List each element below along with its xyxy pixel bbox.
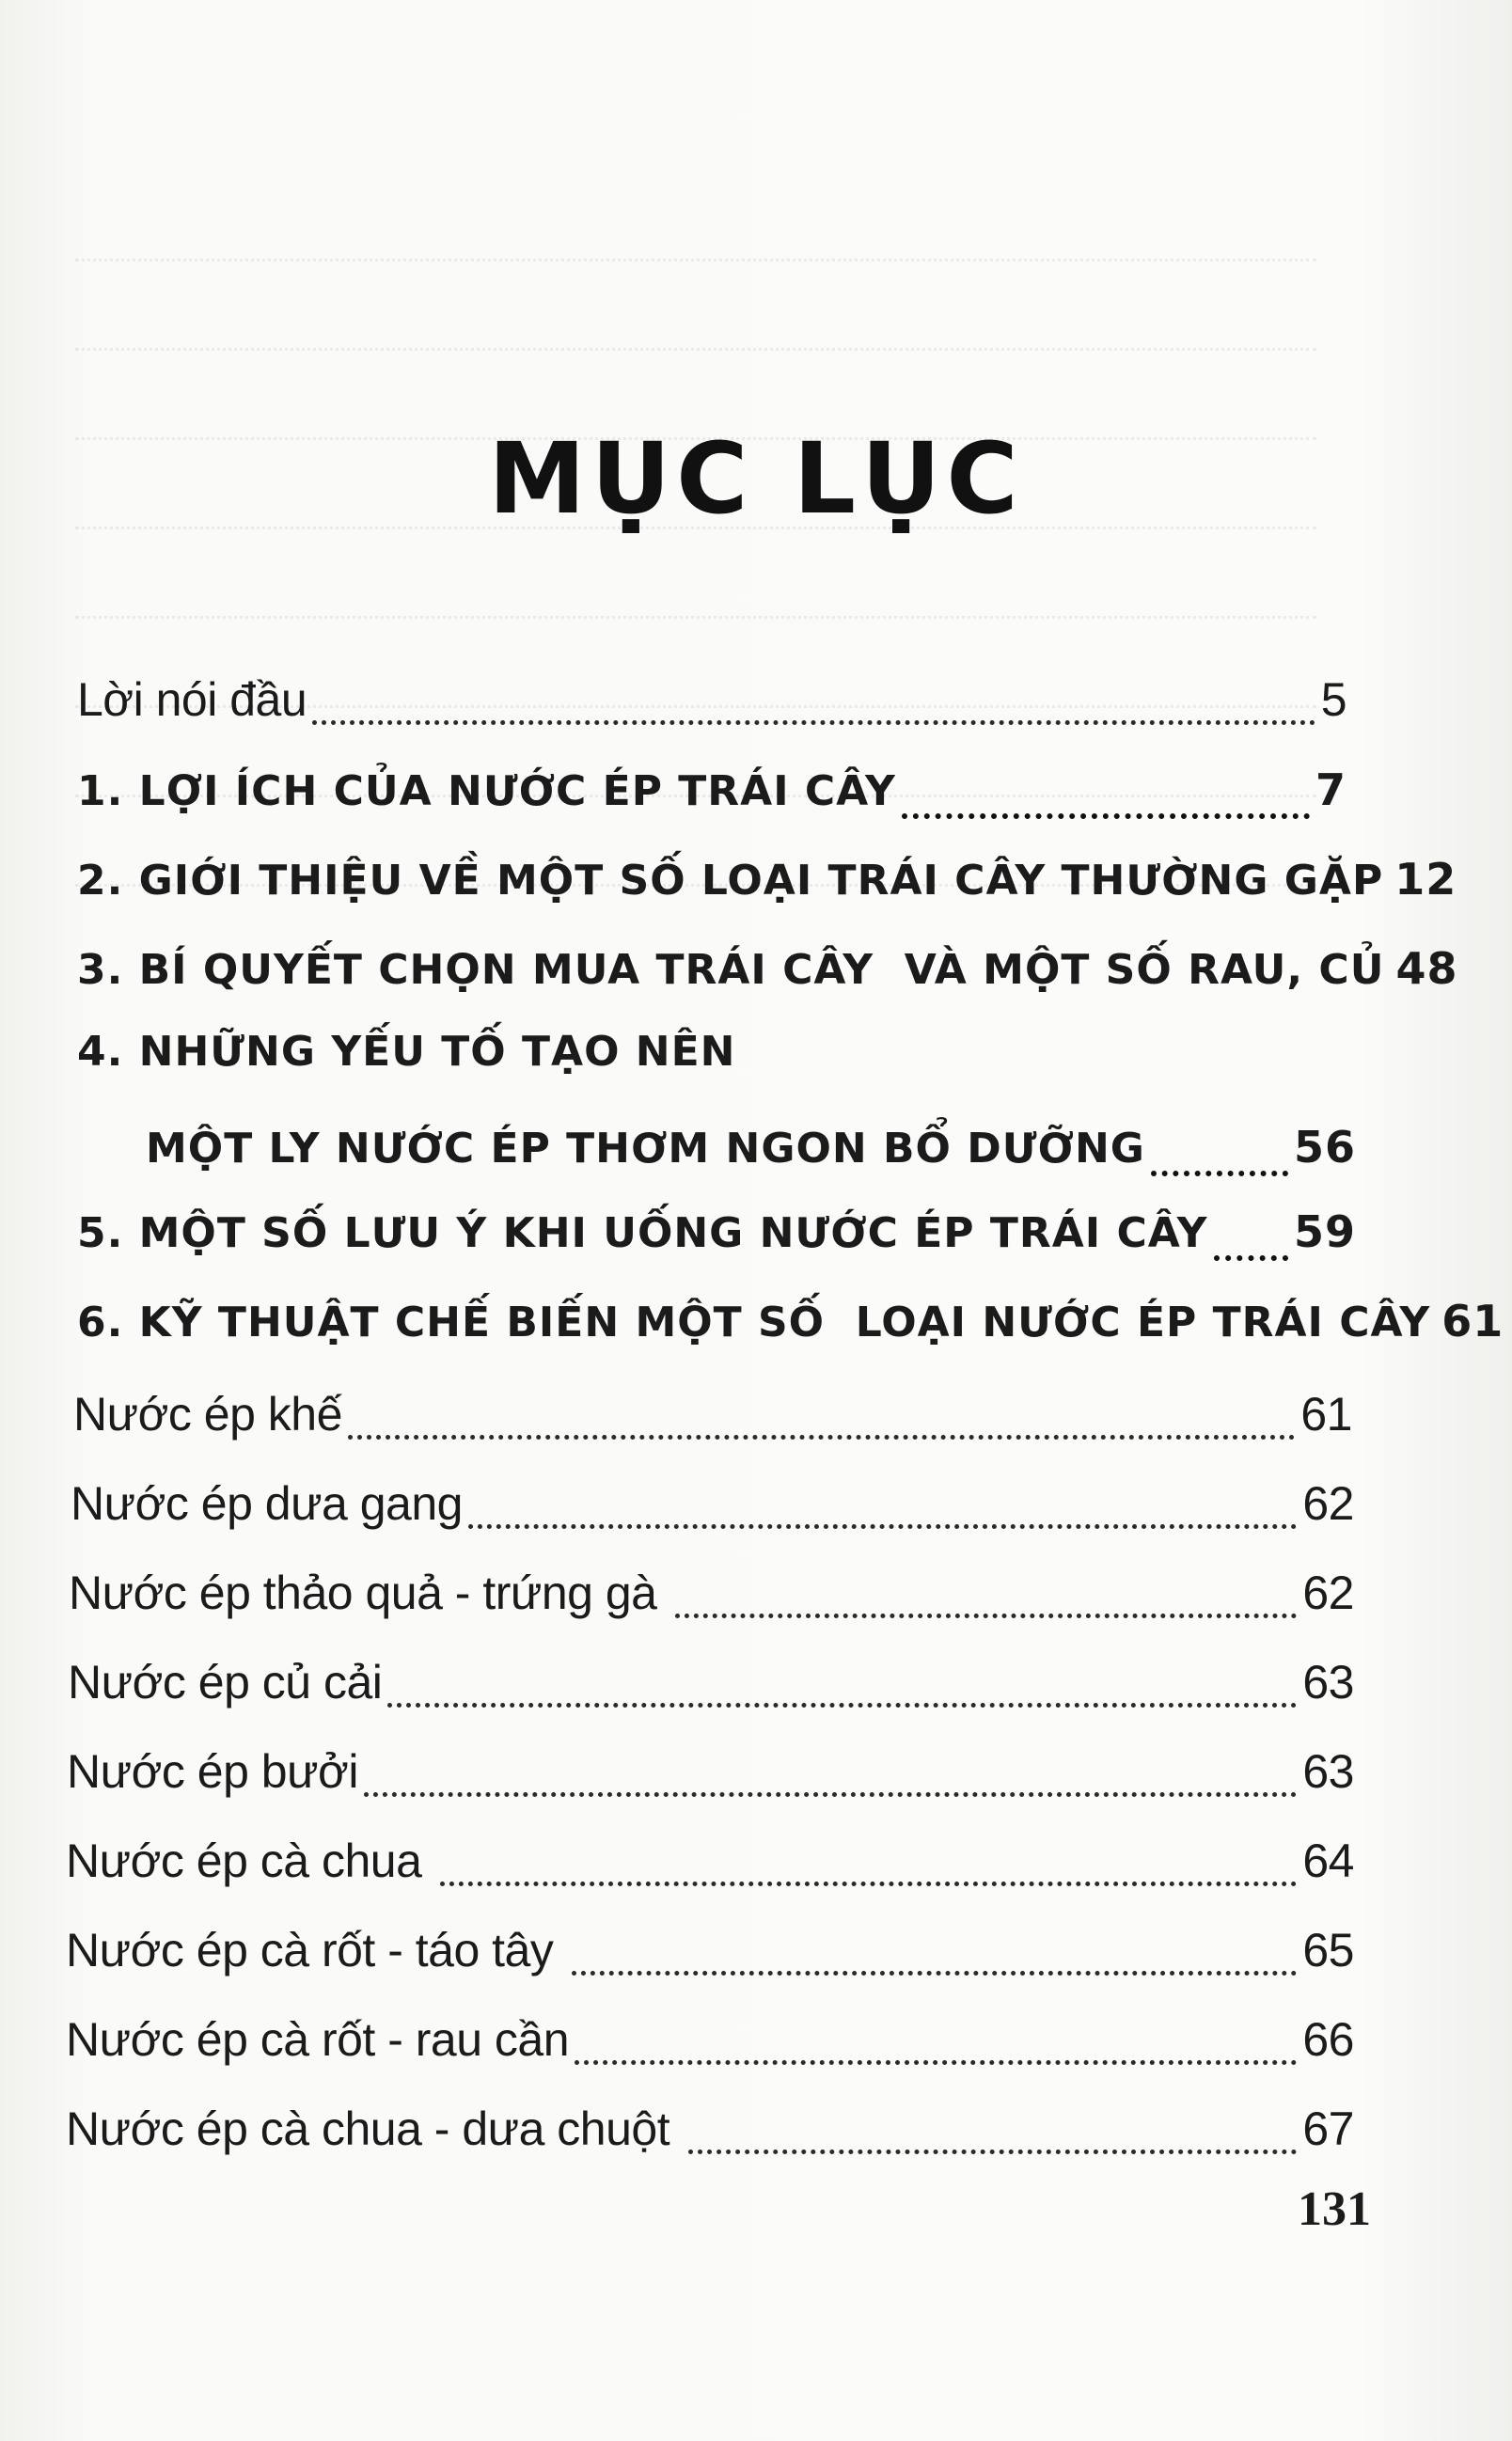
toc-entry	[66, 2012, 1354, 2078]
toc-entry-page: 59	[1293, 1206, 1356, 1257]
toc-entry-label: MỘT LY NƯỚC ÉP THƠM NGON BỔ DƯỠNG	[146, 1125, 1145, 1173]
toc-entry-label: 5. MỘT SỐ LƯU Ý KHI UỐNG NƯỚC ÉP TRÁI CÂY	[77, 1209, 1208, 1257]
toc-entry-page: 62	[1302, 1477, 1354, 1530]
toc-entry-page: 62	[1302, 1567, 1354, 1619]
toc-entry-label: 6. KỸ THUẬT CHẾ BIẾN MỘT SỐ LOẠI NƯỚC ÉP TRÁI CÂY	[77, 1299, 1431, 1346]
toc-entry-label: Nước ép cà rốt - táo tây	[66, 1924, 566, 1976]
toc-entry-label: Nước ép dưa gang	[71, 1477, 463, 1530]
toc-entry-label: 2. GIỚI THIỆU VỀ MỘT SỐ LOẠI TRÁI CÂY THƯỜNG GẶP	[77, 857, 1384, 905]
toc-entry-page: 66	[1302, 2013, 1354, 2066]
toc-entry	[66, 2102, 1354, 2167]
toc-entry-page: 63	[1302, 1656, 1354, 1709]
toc-chapter	[77, 764, 1347, 830]
leader-dots	[348, 1434, 1295, 1440]
toc-entry-page: 56	[1293, 1122, 1356, 1173]
toc-entry-label: Nước ép củ cải	[68, 1656, 383, 1709]
leader-dots	[902, 812, 1310, 819]
toc-entry-label: Lời nói đầu	[77, 673, 307, 726]
leader-dots	[387, 1702, 1297, 1708]
leader-dots	[312, 719, 1315, 725]
toc-entry	[77, 672, 1347, 738]
toc-entry-page: 63	[1302, 1745, 1354, 1798]
toc-entry-page: 5	[1320, 673, 1347, 726]
toc-entry-page: 67	[1302, 2102, 1354, 2155]
leader-dots	[575, 2059, 1297, 2065]
toc-entry	[66, 1834, 1354, 1899]
toc-entry	[66, 1923, 1354, 1989]
page-title: MỤC LỤC	[488, 421, 1024, 536]
toc-chapter	[77, 854, 1457, 920]
toc-entry-page: 65	[1302, 1924, 1354, 1976]
toc-entry-label: Nước ép cà chua	[66, 1835, 434, 1887]
toc-entry-label: 3. BÍ QUYẾT CHỌN MUA TRÁI CÂY VÀ MỘT SỐ RAU, CỦ	[77, 946, 1385, 994]
leader-dots	[364, 1791, 1297, 1797]
toc-entry-page: 48	[1395, 943, 1458, 994]
toc-entry-page: 61	[1300, 1388, 1352, 1441]
toc-entry	[67, 1744, 1354, 1810]
toc-chapter	[77, 1206, 1356, 1272]
toc-chapter	[77, 1296, 1504, 1362]
toc-entry-label: 4. NHỮNG YẾU TỐ TẠO NÊN	[77, 1028, 736, 1076]
leader-dots	[675, 1613, 1298, 1618]
leader-dots	[688, 2149, 1298, 2154]
toc-chapter	[77, 1028, 1017, 1094]
toc-entry-label: Nước ép cà rốt - rau cần	[66, 2013, 570, 2066]
leader-dots	[572, 1970, 1298, 1976]
toc-entry-label: Nước ép thảo quả - trứng gà	[69, 1567, 669, 1619]
leader-dots	[440, 1881, 1298, 1886]
toc-entry-page: 64	[1302, 1835, 1354, 1887]
toc-entry	[68, 1655, 1354, 1721]
toc-chapter	[77, 943, 1458, 1009]
toc-entry-label: Nước ép cà chua - dưa chuột	[66, 2102, 683, 2155]
leader-dots	[468, 1523, 1297, 1529]
toc-entry-label: Nước ép khế	[73, 1388, 342, 1441]
toc-entry-page: 12	[1394, 854, 1457, 905]
toc-entry-page: 61	[1441, 1296, 1504, 1346]
toc-chapter-continuation	[146, 1122, 1356, 1188]
toc-entry-page: 7	[1315, 764, 1347, 815]
leader-dots	[1214, 1254, 1288, 1261]
leader-dots	[1151, 1170, 1288, 1176]
toc-entry-label: 1. LỢI ÍCH CỦA NƯỚC ÉP TRÁI CÂY	[77, 767, 896, 815]
toc-entry	[69, 1566, 1354, 1631]
page-number: 131	[1298, 2182, 1371, 2236]
toc-entry	[71, 1476, 1354, 1542]
toc-entry	[73, 1387, 1352, 1453]
toc-entry-label: Nước ép bưởi	[67, 1745, 358, 1798]
